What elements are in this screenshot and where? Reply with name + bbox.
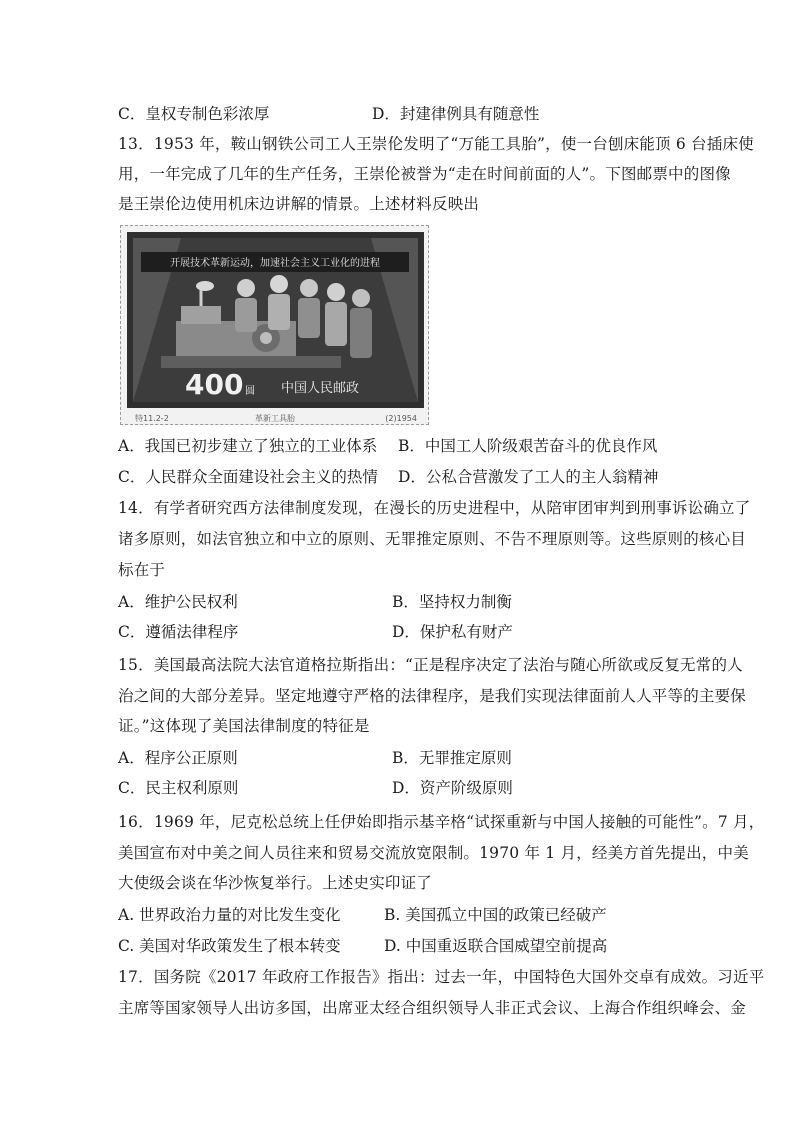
q15-stem-line-3: 证。”这体现了美国法律制度的特征是 — [118, 717, 370, 735]
q16-option-a: A. 世界政治力量的对比发生变化 — [118, 906, 341, 924]
q16-option-c: C. 美国对华政策发生了根本转变 — [118, 937, 341, 955]
q13-option-b: B．中国工人阶级艰苦奋斗的优良作风 — [398, 437, 658, 455]
q17-stem-line-2: 主席等国家领导人出访多国，出席亚太经合组织领导人非正式会议、上海合作组织峰会、金 — [118, 999, 747, 1017]
q16-stem-line-1: 16．1969 年，尼克松总统上任伊始即指示基辛格“试探重新与中国人接触的可能性”。7 月， — [118, 813, 765, 831]
q14-stem-line-1: 14．有学者研究西方法律制度发现，在漫长的历史进程中，从陪审团审判到刑事诉讼确立了 — [118, 499, 751, 517]
stamp-value-unit: 圆 — [245, 386, 255, 397]
q14-stem-line-3: 标在于 — [118, 561, 166, 579]
q15-stem-line-1: 15．美国最高法院大法官道格拉斯指出：“正是程序决定了法治与随心所欲或反复无常的人 — [118, 656, 743, 674]
q15-option-a: A．程序公正原则 — [118, 749, 238, 767]
q16-stem-line-3: 大使级会谈在华沙恢复举行。上述史实印证了 — [118, 874, 433, 892]
q15-option-c: C．民主权利原则 — [118, 779, 239, 797]
q16-option-d: D. 中国重返联合国威望空前提高 — [384, 937, 608, 955]
q12-option-c: C．皇权专制色彩浓厚 — [118, 105, 270, 123]
stamp-code: 特11.2-2 — [135, 414, 169, 423]
q13-stem-line-2: 用，一年完成了几年的生产任务，王崇伦被誉为“走在时间前面的人”。下图邮票中的图像 — [118, 165, 731, 183]
q13-option-c: C．人民群众全面建设社会主义的热情 — [118, 468, 378, 486]
q13-stem-line-1: 13．1953 年，鞍山钢铁公司工人王崇伦发明了“万能工具胎”，使一台刨床能顶 6 台插床使 — [118, 135, 754, 153]
q14-option-c: C．遵循法律程序 — [118, 623, 239, 641]
stamp-illustration — [121, 226, 430, 426]
q15-stem-line-2: 治之间的大部分差异。坚定地遵守严格的法律程序，是我们实现法律面前人人平等的主要保 — [118, 687, 747, 705]
stamp-country: 中国人民邮政 — [281, 381, 360, 396]
q14-option-d: D．保护私有财产 — [392, 623, 513, 641]
stamp-year: (2)1954 — [385, 414, 417, 423]
q13-option-d: D．公私合营激发了工人的主人翁精神 — [398, 468, 659, 486]
q14-option-a: A．维护公民权利 — [118, 593, 238, 611]
q16-stem-line-2: 美国宣布对中美之间人员往来和贸易交流放宽限制。1970 年 1 月，经美方首先提出，中美 — [118, 844, 749, 862]
q13-stem-line-3: 是王崇伦边使用机床边讲解的情景。上述材料反映出 — [118, 195, 480, 213]
stamp-image — [120, 225, 429, 425]
q15-option-b: B．无罪推定原则 — [392, 749, 512, 767]
stamp-banner-text: 开展技术革新运动，加速社会主义工业化的进程 — [170, 258, 380, 269]
q14-stem-line-2: 诸多原则，如法官独立和中立的原则、无罪推定原则、不告不理原则等。这些原则的核心目 — [118, 530, 747, 548]
q16-option-b: B. 美国孤立中国的政策已经破产 — [384, 906, 607, 924]
q14-option-b: B．坚持权力制衡 — [392, 593, 512, 611]
q15-option-d: D．资产阶级原则 — [392, 779, 513, 797]
q17-stem-line-1: 17．国务院《2017 年政府工作报告》指出：过去一年，中国特色大国外交卓有成效。习近平 — [118, 968, 765, 986]
q12-option-d: D．封建律例具有随意性 — [372, 105, 540, 123]
stamp-value: 400 — [185, 368, 244, 401]
stamp-caption: 革新工具胎 — [255, 414, 295, 423]
q13-option-a: A．我国已初步建立了独立的工业体系 — [118, 437, 378, 455]
